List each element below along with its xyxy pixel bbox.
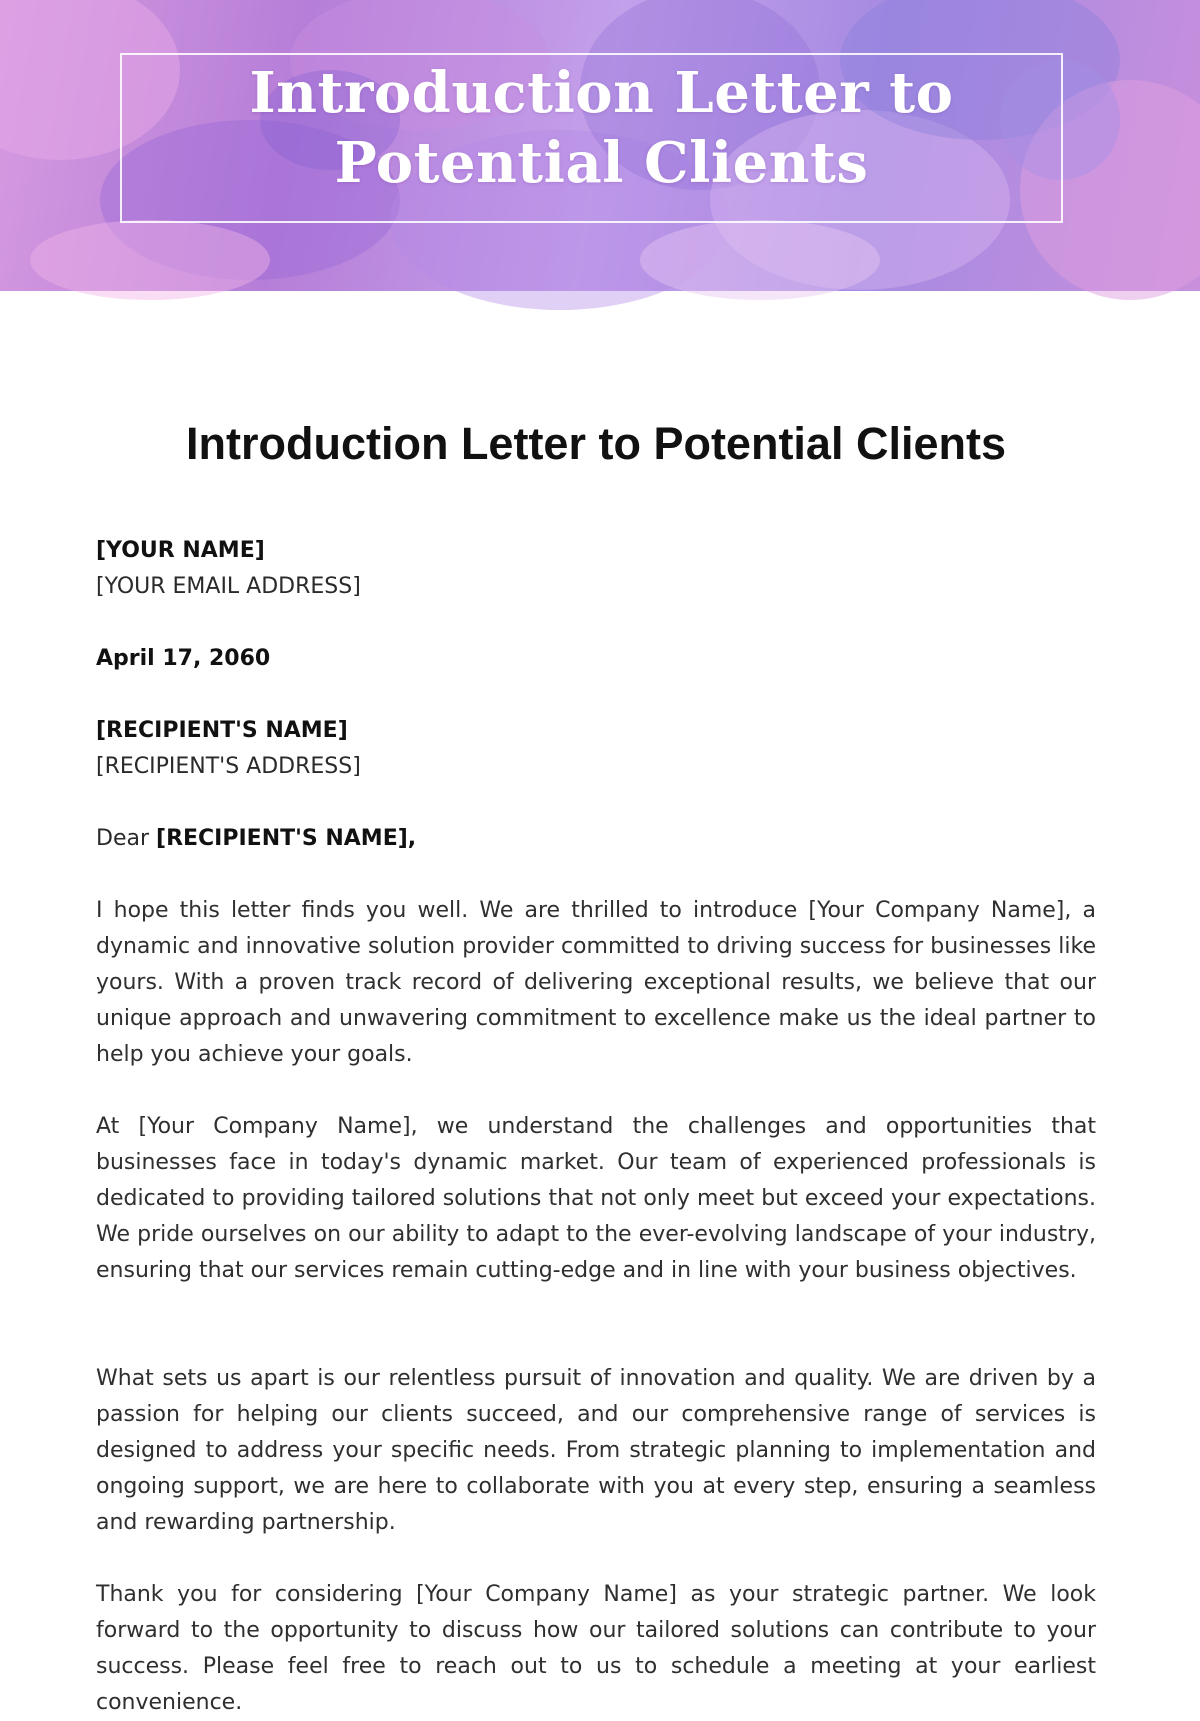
paragraph-4: Thank you for considering [Your Company Name] as your strategic partner. We look forward to the opportunity to discuss how our tailored solutions can contribute to your success. Please feel free to reach out to us to schedule a meeting at your earliest convenience.	[96, 1582, 1096, 1715]
paragraph-3: What sets us apart is our relentless pursuit of innovation and quality. We are driven by a passion for helping our clients succeed, and our comprehensive range of services is designed to address your specific needs. From strategic planning to implementation and ongoing support, we are here to collaborate with you at every step, ensuring a seamless and rewarding partnership.	[96, 1366, 1096, 1535]
sender-email: [YOUR EMAIL ADDRESS]	[96, 574, 361, 599]
letter-date: April 17, 2060	[96, 646, 271, 671]
recipient-name: [RECIPIENT'S NAME]	[96, 718, 348, 743]
paragraph-1: I hope this letter finds you well. We are thrilled to introduce [Your Company Name], a dynamic and innovative solution provider committed to driving success for businesses like yours. With a proven track record of delivering exceptional results, we believe that our unique approach and unwavering commitment to excellence make us the ideal partner to help you achieve your goals.	[96, 898, 1096, 1067]
salutation-prefix: Dear	[96, 826, 150, 851]
sender-name: [YOUR NAME]	[96, 538, 265, 563]
salutation	[96, 821, 416, 857]
banner-title: Introduction Letter to Potential Clients	[249, 60, 954, 196]
recipient-address: [RECIPIENT'S ADDRESS]	[96, 754, 361, 779]
salutation-name: [RECIPIENT'S NAME],	[156, 826, 417, 851]
header-banner	[0, 0, 1200, 291]
paragraph-2: At [Your Company Name], we understand the challenges and opportunities that businesses face in today's dynamic market. Our team of experienced professionals is dedicated to providing tailored solutions that not only meet but exceed your expectations. We pride ourselves on our ability to adapt to the ever-evolving landscape of your industry, ensuring that our services remain cutting-edge and in line with your business objectives.	[96, 1114, 1096, 1283]
document-title: Introduction Letter to Potential Clients	[186, 418, 1006, 469]
